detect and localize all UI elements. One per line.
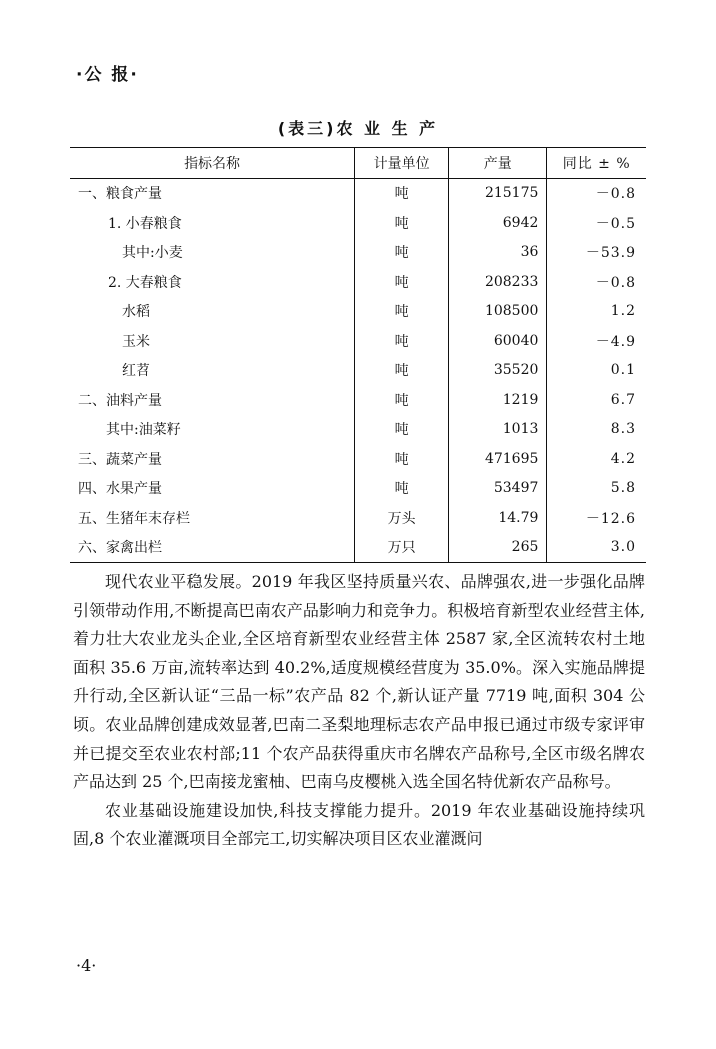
yoy-cell: 1.2 — [610, 303, 636, 320]
table-row — [70, 503, 646, 533]
unit-cell: 吨 — [355, 415, 449, 445]
output-cell: 1013 — [449, 415, 547, 445]
output-cell: 6942 — [449, 208, 547, 238]
output-cell: 35520 — [449, 356, 547, 386]
yoy-cell: 0.1 — [610, 362, 636, 379]
indicator-cell: 1. 小春粮食 — [70, 208, 355, 238]
table-header-row — [70, 148, 646, 179]
indicator-cell: 四、水果产量 — [70, 474, 355, 504]
column-header-unit: 计量单位 — [355, 148, 449, 179]
indicator-cell: 二、油料产量 — [70, 385, 355, 415]
indicator-cell: 红苕 — [70, 356, 355, 386]
unit-cell: 吨 — [355, 178, 449, 208]
output-cell: 60040 — [449, 326, 547, 356]
output-cell: 265 — [449, 533, 547, 563]
paragraph-infrastructure: 农业基础设施建设加快,科技支撑能力提升。2019 年农业基础设施持续巩固,8 个农业灌溉项目全部完工,切实解决项目区农业灌溉问 — [73, 800, 645, 849]
table-row — [70, 356, 646, 386]
output-cell: 14.79 — [449, 503, 547, 533]
indicator-cell: 其中:小麦 — [70, 238, 355, 268]
yoy-cell: 5.8 — [610, 480, 636, 497]
yoy-cell: －0.8 — [595, 274, 636, 291]
yoy-cell: 8.3 — [610, 421, 636, 438]
table-row — [70, 208, 646, 238]
table-row — [70, 297, 646, 327]
yoy-cell: －0.5 — [595, 215, 636, 232]
table-title: (表三)农 业 生 产 — [277, 119, 439, 138]
unit-cell: 万只 — [355, 533, 449, 563]
table-row — [70, 326, 646, 356]
unit-cell: 吨 — [355, 356, 449, 386]
yoy-cell: －0.8 — [595, 186, 636, 203]
yoy-cell: 3.0 — [610, 539, 636, 556]
unit-cell: 吨 — [355, 297, 449, 327]
output-cell: 53497 — [449, 474, 547, 504]
yoy-cell: 6.7 — [610, 391, 636, 408]
unit-cell: 吨 — [355, 208, 449, 238]
table-row — [70, 238, 646, 268]
table-row — [70, 444, 646, 474]
table-row — [70, 385, 646, 415]
indicator-cell: 六、家禽出栏 — [70, 533, 355, 563]
output-cell: 208233 — [449, 267, 547, 297]
indicator-cell: 一、粮食产量 — [70, 178, 355, 208]
unit-cell: 吨 — [355, 474, 449, 504]
paragraph-modern-agriculture: 现代农业平稳发展。2019 年我区坚持质量兴农、品牌强农,进一步强化品牌引领带动作用,不断提高巴南农产品影响力和竞争力。积极培育新型农业经营主体,着力壮大农业龙头企业,全区培育新型农业经营主体 2587 家,全区流转农村土地面积 35.6 万亩,流转率达到 40.2%,适度规模经营度为 35.0%。深入实施品牌提升行动,全区新认证“三品一标”农产品 82 个,新认证产量 7719 吨,面积 304 公顷。农业品牌创建成效显著,巴南二圣梨地理标志农产品申报已通过市级专家评审并已提交至农业农村部;11 个农产品获得重庆市名牌农产品称号,全区市级名牌农产品达到 25 个,巴南接龙蜜柚、巴南乌皮樱桃入选全国名特优新农产品称号。 — [73, 572, 645, 792]
unit-cell: 吨 — [355, 444, 449, 474]
yoy-cell: －12.6 — [585, 510, 636, 527]
output-cell: 215175 — [449, 178, 547, 208]
output-cell: 36 — [449, 238, 547, 268]
table-row — [70, 267, 646, 297]
body-text — [73, 568, 645, 854]
unit-cell: 吨 — [355, 267, 449, 297]
yoy-cell: －4.9 — [595, 333, 636, 350]
table-row — [70, 533, 646, 563]
output-cell: 1219 — [449, 385, 547, 415]
unit-cell: 吨 — [355, 238, 449, 268]
column-header-yoy: 同比 ± % — [562, 155, 631, 172]
indicator-cell: 玉米 — [70, 326, 355, 356]
unit-cell: 吨 — [355, 326, 449, 356]
output-cell: 471695 — [449, 444, 547, 474]
indicator-cell: 五、生猪年末存栏 — [70, 503, 355, 533]
column-header-output: 产量 — [449, 148, 547, 179]
indicator-cell: 水稻 — [70, 297, 355, 327]
output-cell: 108500 — [449, 297, 547, 327]
yoy-cell: －53.9 — [585, 245, 636, 262]
table-row — [70, 178, 646, 208]
indicator-cell: 其中:油菜籽 — [70, 415, 355, 445]
unit-cell: 万头 — [355, 503, 449, 533]
indicator-cell: 三、蔬菜产量 — [70, 444, 355, 474]
agriculture-production-table — [70, 147, 646, 563]
table-row — [70, 415, 646, 445]
bulletin-header: ·公 报· — [76, 65, 139, 85]
column-header-indicator: 指标名称 — [70, 148, 355, 179]
yoy-cell: 4.2 — [610, 450, 636, 467]
page-number: ·4· — [76, 956, 97, 975]
unit-cell: 吨 — [355, 385, 449, 415]
table-row — [70, 474, 646, 504]
table-body — [70, 178, 646, 563]
indicator-cell: 2. 大春粮食 — [70, 267, 355, 297]
